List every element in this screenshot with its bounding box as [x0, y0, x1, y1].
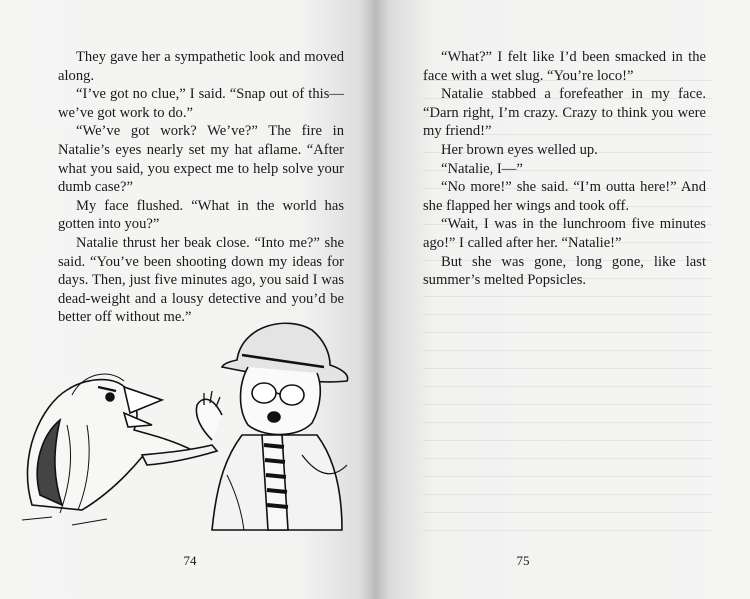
left-page-text	[58, 48, 344, 327]
detective-figure	[196, 323, 347, 530]
bird-and-detective-illustration	[12, 305, 352, 535]
paragraph: Natalie thrust her beak close. “Into me?” she said. “You’ve been shooting down my ideas for days. Then, just five minutes ago, you said I was dead-weight and a lousy detective and you’d be better off without me.”	[58, 234, 344, 326]
paragraph: Her brown eyes welled up.	[441, 141, 598, 158]
paragraph: They gave her a sympathetic look and moved along.	[58, 49, 344, 84]
paragraph: My face flushed. “What in the world has gotten into you?”	[58, 197, 344, 233]
right-page	[375, 0, 750, 599]
page-number: 74	[183, 553, 197, 568]
right-page-text	[423, 48, 706, 290]
paragraph: But she was gone, long gone, like last summer’s melted Popsicles.	[423, 253, 706, 289]
paragraph: “No more!” she said. “I’m outta here!” And she flapped her wings and took off.	[423, 179, 706, 214]
paragraph: “Natalie, I—”	[441, 160, 523, 177]
bird-figure	[22, 374, 217, 525]
paragraph: “Wait, I was in the lunchroom five minutes ago!” I called after her. “Natalie!”	[423, 216, 706, 251]
paragraph: Natalie stabbed a forefeather in my face. “Darn right, I’m crazy. Crazy to think you were my friend!”	[423, 86, 706, 140]
paragraph: “We’ve got work? We’ve?” The fire in Natalie’s eyes nearly set my hat aflame. “After what you said, you expect me to help solve your dumb case?”	[58, 123, 344, 196]
paragraph: “What?” I felt like I’d been smacked in the face with a wet slug. “You’re loco!”	[423, 49, 706, 84]
paragraph: “I’ve got no clue,” I said. “Snap out of this—we’ve got work to do.”	[58, 86, 344, 121]
page-number: 75	[516, 553, 530, 568]
